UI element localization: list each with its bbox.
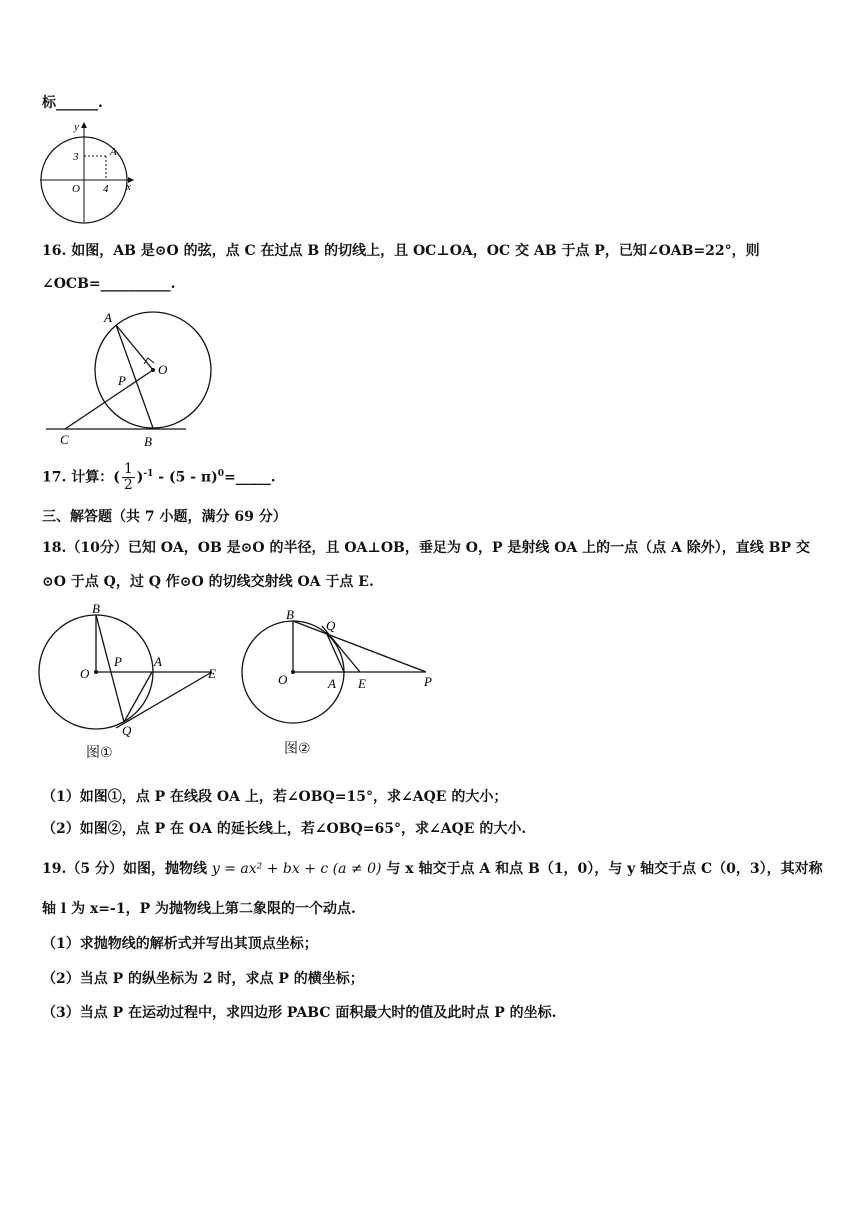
fig18b-q: Q — [326, 618, 336, 633]
fig15-y-label: y — [74, 121, 79, 133]
fig18a-p: P — [114, 654, 122, 669]
figure-16 — [40, 302, 216, 452]
q17-fraction — [122, 462, 135, 493]
q18-line1: 18.（10分）已知 OA，OB 是⊙O 的半径，且 OA⊥OB，垂足为 O，P 是射线 OA 上的一点（点 A 除外），直线 BP 交 — [42, 540, 810, 556]
fig18a-a: A — [154, 654, 162, 669]
q19-part3: （3）当点 P 在运动过程中，求四边形 PABC 面积最大时的值及此时点 P 的坐标. — [42, 1005, 557, 1021]
q17 — [42, 462, 276, 493]
q19-part2: （2）当点 P 的纵坐标为 2 时，求点 P 的横坐标； — [42, 971, 364, 987]
fig18a-e: E — [208, 666, 216, 681]
q17-exponent-1: -1 — [143, 468, 154, 479]
fig16-o: O — [158, 362, 168, 377]
fig18a-q: Q — [122, 723, 132, 738]
fig18b-e: E — [358, 676, 366, 691]
q17-prefix: 17. 计算：( — [42, 469, 120, 486]
fig18b-o: O — [278, 672, 288, 687]
fig18a-o: O — [80, 666, 90, 681]
fig18b-b: B — [286, 607, 294, 622]
fig18b-caption: 图② — [284, 741, 311, 757]
q18-part1: （1）如图①，点 P 在线段 OA 上，若∠OBQ=15°，求∠AQE 的大小； — [42, 789, 508, 805]
fig16-p: P — [118, 373, 126, 388]
fig15-a: A — [110, 146, 117, 158]
q19-line1-end: 与 x 轴交于点 A 和点 B（1，0），与 y 轴交于点 C（0，3），其对称 — [386, 861, 823, 877]
fig18b-p: P — [424, 674, 432, 689]
q17-suffix: ) — [136, 469, 144, 486]
q16-line1: 16. 如图，AB 是⊙O 的弦，点 C 在过点 B 的切线上，且 OC⊥OA，OC 交 AB 于点 P，已知∠OAB=22°，则 — [42, 243, 760, 259]
q17-exponent-2: 0 — [217, 468, 225, 479]
fig15-origin: O — [72, 183, 80, 195]
figure-18-1 — [36, 600, 232, 740]
q17-middle: - (5 - π) — [158, 469, 218, 486]
q17-numerator: 1 — [123, 461, 133, 477]
q16-line2: ∠OCB=__________. — [42, 276, 176, 292]
fig18a-caption: 图① — [86, 745, 113, 761]
fig15-x-label: x — [126, 181, 131, 193]
fig15-three: 3 — [73, 151, 79, 163]
q19-line1 — [42, 858, 823, 878]
fig18b-a: A — [328, 676, 336, 691]
q19-formula: y = ax² + bx + c (a ≠ 0) — [211, 861, 382, 877]
figure-18-2 — [240, 604, 440, 728]
fig16-a: A — [104, 310, 112, 325]
section-3-title: 三、解答题（共 7 小题，满分 69 分） — [42, 509, 287, 525]
fig15-four: 4 — [103, 183, 109, 195]
q15-tail: 标______. — [42, 95, 103, 111]
fig16-c: C — [60, 432, 69, 447]
q17-tail: =_____. — [224, 469, 276, 486]
figure-15 — [36, 118, 140, 226]
fig18a-b: B — [92, 601, 100, 616]
q17-denominator: 2 — [123, 477, 133, 493]
q18-line2: ⊙O 于点 Q，过 Q 作⊙O 的切线交射线 OA 于点 E. — [42, 574, 374, 590]
q19-line2: 轴 l 为 x=-1，P 为抛物线上第二象限的一个动点. — [42, 901, 356, 917]
q19-line1-start: 19.（5 分）如图，抛物线 — [42, 861, 207, 877]
fig16-b: B — [144, 434, 152, 449]
q18-part2: （2）如图②，点 P 在 OA 的延长线上，若∠OBQ=65°，求∠AQE 的大小. — [42, 821, 527, 837]
q19-part1: （1）求抛物线的解析式并写出其顶点坐标； — [42, 936, 318, 952]
